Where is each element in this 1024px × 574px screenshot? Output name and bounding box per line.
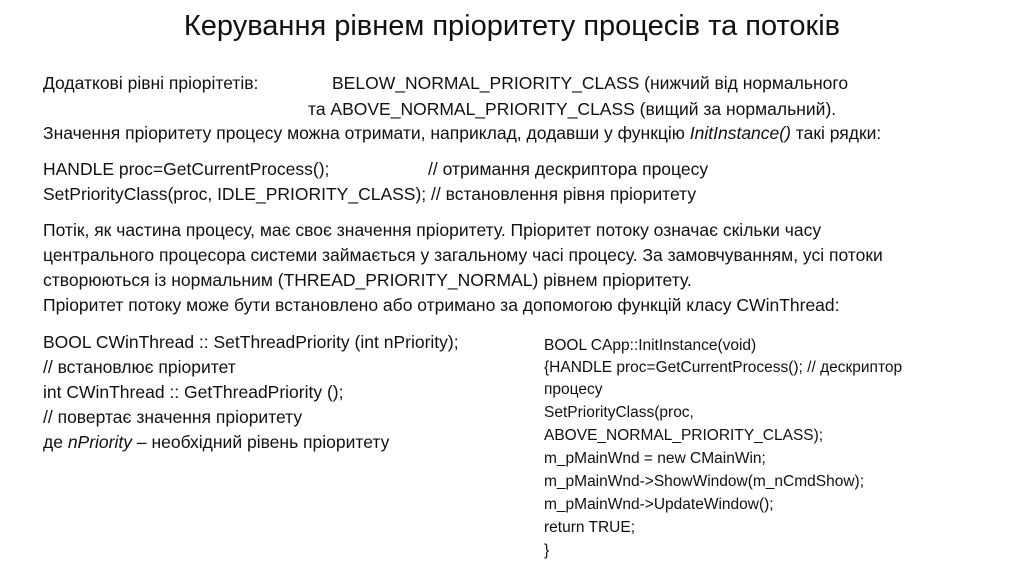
code-process-comment: // отримання дескриптора процесу [428, 159, 709, 179]
code-example-line: } [544, 542, 550, 559]
code-example-line: m_pMainWnd->ShowWindow(m_nCmdShow); [544, 473, 865, 490]
thread-paragraph-line1: Потік, як частина процесу, має своє значення пріоритету. Пріоритет потоку означає скільки часу [43, 220, 822, 240]
function-name: InitInstance() [689, 123, 791, 143]
code-example-line: процесу [544, 381, 603, 398]
thread-func-line3: int CWinThread :: GetThreadPriority (); [43, 382, 344, 402]
code-example-line: SetPriorityClass(proc, [544, 404, 694, 421]
code-process-line2: SetPriorityClass(proc, IDLE_PRIORITY_CLASS); // встановлення рівня пріоритету [43, 184, 697, 204]
process-priority-text-after: такі рядки: [790, 123, 882, 143]
process-priority-text-before: Значення пріоритету процесу можна отримати, наприклад, додавши у функцію [43, 123, 690, 143]
thread-func-line5-suffix: – необхідний рівень пріоритету [132, 432, 390, 452]
process-priority-text [43, 121, 881, 145]
thread-func-line2: // встановлює пріоритет [43, 357, 236, 377]
code-example-line: m_pMainWnd = new CMainWin; [544, 450, 766, 467]
code-example-line: {HANDLE proc=GetCurrentProcess(); // дескриптор [544, 359, 903, 376]
thread-paragraph-line2: центрального процесора системи займається у загальному часі процесу. За замовчуванням, усі потоки [43, 245, 883, 265]
code-example-line: BOOL CApp::InitInstance(void) [544, 337, 757, 354]
code-process-line1: HANDLE proc=GetCurrentProcess(); [43, 159, 330, 179]
thread-paragraph-line3: створюються із нормальним (THREAD_PRIORITY_NORMAL) рівнем пріоритету. [43, 270, 692, 290]
priority-levels-line2: та ABOVE_NORMAL_PRIORITY_CLASS (вищий за нормальний). [308, 99, 837, 119]
nPriority-param: nPriority [67, 432, 132, 452]
code-example-line: return TRUE; [544, 519, 636, 536]
thread-func-line5 [43, 430, 389, 454]
thread-func-line5-prefix: де [43, 432, 68, 452]
priority-levels-label: Додаткові рівні пріорітетів: [43, 73, 259, 93]
slide-title: Керування рівнем пріоритету процесів та потоків [183, 10, 841, 42]
thread-func-line4: // повертає значення пріоритету [43, 407, 303, 427]
code-example-line: m_pMainWnd->UpdateWindow(); [544, 496, 774, 513]
thread-paragraph-line4: Пріоритет потоку може бути встановлено або отримано за допомогою функцій класу CWinThread: [43, 295, 840, 315]
thread-func-line1: BOOL CWinThread :: SetThreadPriority (int nPriority); [43, 332, 459, 352]
code-example-line: ABOVE_NORMAL_PRIORITY_CLASS); [544, 427, 824, 444]
priority-levels-line1: BELOW_NORMAL_PRIORITY_CLASS (нижчий від нормального [332, 73, 849, 93]
